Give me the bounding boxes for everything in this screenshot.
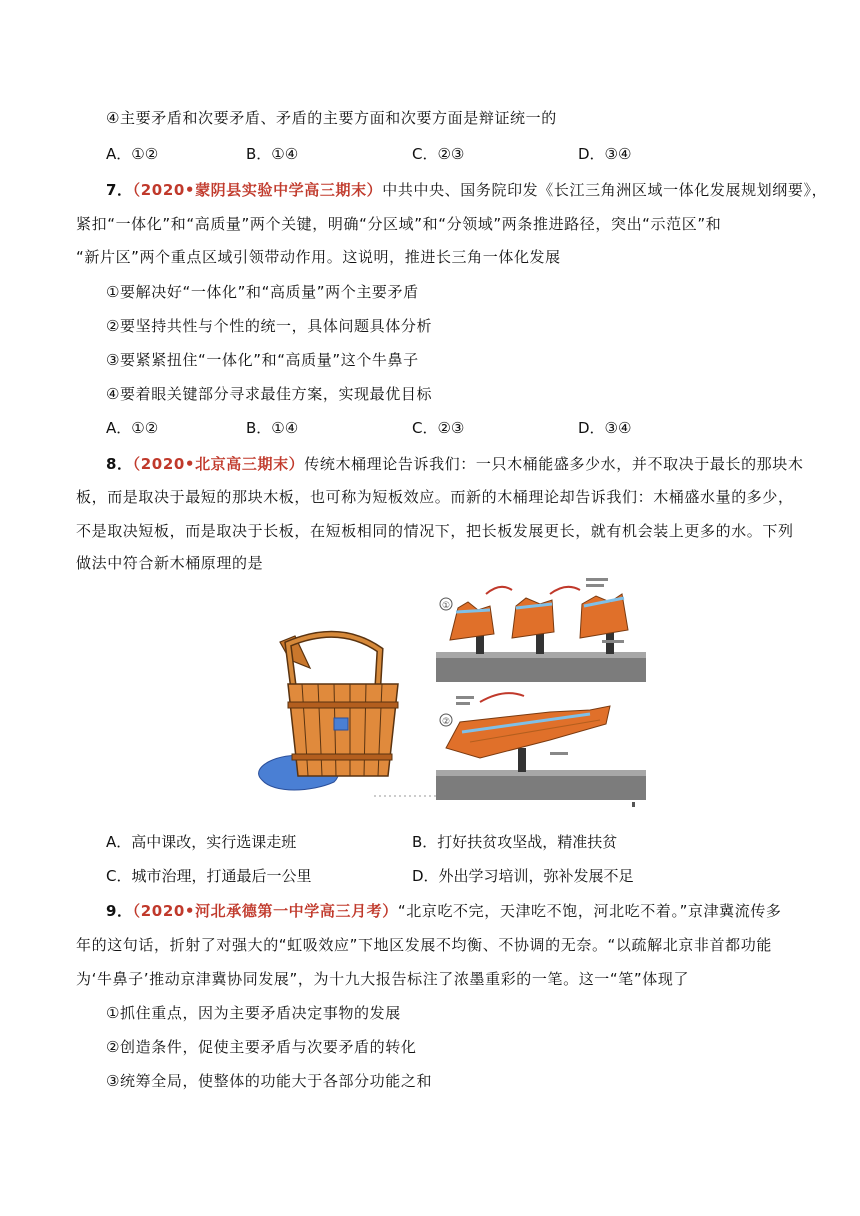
q7-item-2: ②要坚持共性与个性的统一，具体问题具体分析 [106,317,433,335]
bucket-drawing [259,634,440,796]
q8-option-a: A．高中课改，实行选课走班 [106,833,297,851]
q7-number: 7． [106,181,133,199]
q9-source: （2020•河北承德第一中学高三月考） [132,902,398,920]
q9-first-line [106,901,782,921]
q6-item-4: ④主要矛盾和次要矛盾、矛盾的主要方面和次要方面是辩证统一的 [106,109,557,127]
panel-label-1: ① [441,601,451,611]
q9-item-1: ①抓住重点，因为主要矛盾决定事物的发展 [106,1004,401,1022]
barrel-illustration [250,572,650,810]
barrel-figure [250,572,650,810]
q9-stem-1: “北京吃不完，天津吃不饱，河北吃不着。”京津冀流传多 [397,902,782,920]
q9-stem-2: 年的这句话，折射了对强大的“虹吸效应”下地区发展不均衡、不协调的无奈。“以疏解北京非首都功能 [76,936,772,954]
q8-stem-3: 不是取决短板，而是取决于长板，在短板相同的情况下，把长板发展更长，就有机会装上更多的水。下列 [76,522,794,540]
q8-stem-4: 做法中符合新木桶原理的是 [76,554,264,572]
q7-first-line [106,180,827,200]
q7-item-4: ④要着眼关键部分寻求最佳方案，实现最优目标 [106,385,433,403]
tilted-barrel-panel [436,693,646,807]
q6-option-b: B．①④ [246,145,299,163]
q7-stem-2: 紧扣“一体化”和“高质量”两个关键，明确“分区域”和“分领域”两条推进路径，突出“示范区”和 [76,215,722,233]
q8-option-c: C．城市治理，打通最后一公里 [106,867,312,885]
q9-number: 9． [106,902,133,920]
q7-item-1: ①要解决好“一体化”和“高质量”两个主要矛盾 [106,283,419,301]
q7-stem-1: 中共中央、国务院印发《长江三角洲区域一体化发展规划纲要》， [382,181,828,199]
q7-option-b: B．①④ [246,419,299,437]
q8-stem-1: 传统木桶理论告诉我们：一只木桶能盛多少水，并不取决于最长的那块木 [304,455,804,473]
q8-option-b: B．打好扶贫攻坚战，精准扶贫 [412,833,618,851]
q7-option-c: C．②③ [412,419,465,437]
q7-stem-3: “新片区”两个重点区域引领带动作用。这说明，推进长三角一体化发展 [76,248,561,266]
q8-option-d: D．外出学习培训，弥补发展不足 [412,867,634,885]
q7-item-3: ③要紧紧扭住“一体化”和“高质量”这个牛鼻子 [106,351,419,369]
q7-option-a: A．①② [106,419,159,437]
q8-stem-2: 板，而是取决于最短的那块木板，也可称为短板效应。而新的木桶理论却告诉我们：木桶盛水量的多少， [76,488,794,506]
q9-item-3: ③统筹全局，使整体的功能大于各部分功能之和 [106,1072,433,1090]
q6-option-a: A．①② [106,145,159,163]
q6-option-c: C．②③ [412,145,465,163]
q8-source: （2020•北京高三期末） [132,455,305,473]
q8-number: 8． [106,455,133,473]
q6-option-d: D．③④ [578,145,632,163]
q7-option-d: D．③④ [578,419,632,437]
q8-first-line [106,454,803,474]
q9-item-2: ②创造条件，促使主要矛盾与次要矛盾的转化 [106,1038,417,1056]
q9-stem-3: 为‘牛鼻子’推动京津冀协同发展”，为十九大报告标注了浓墨重彩的一笔。这一“笔”体现了 [76,970,690,988]
three-barrels-panel [436,578,646,682]
q7-source: （2020•蒙阴县实验中学高三期末） [132,181,383,199]
panel-label-2: ② [441,717,451,727]
